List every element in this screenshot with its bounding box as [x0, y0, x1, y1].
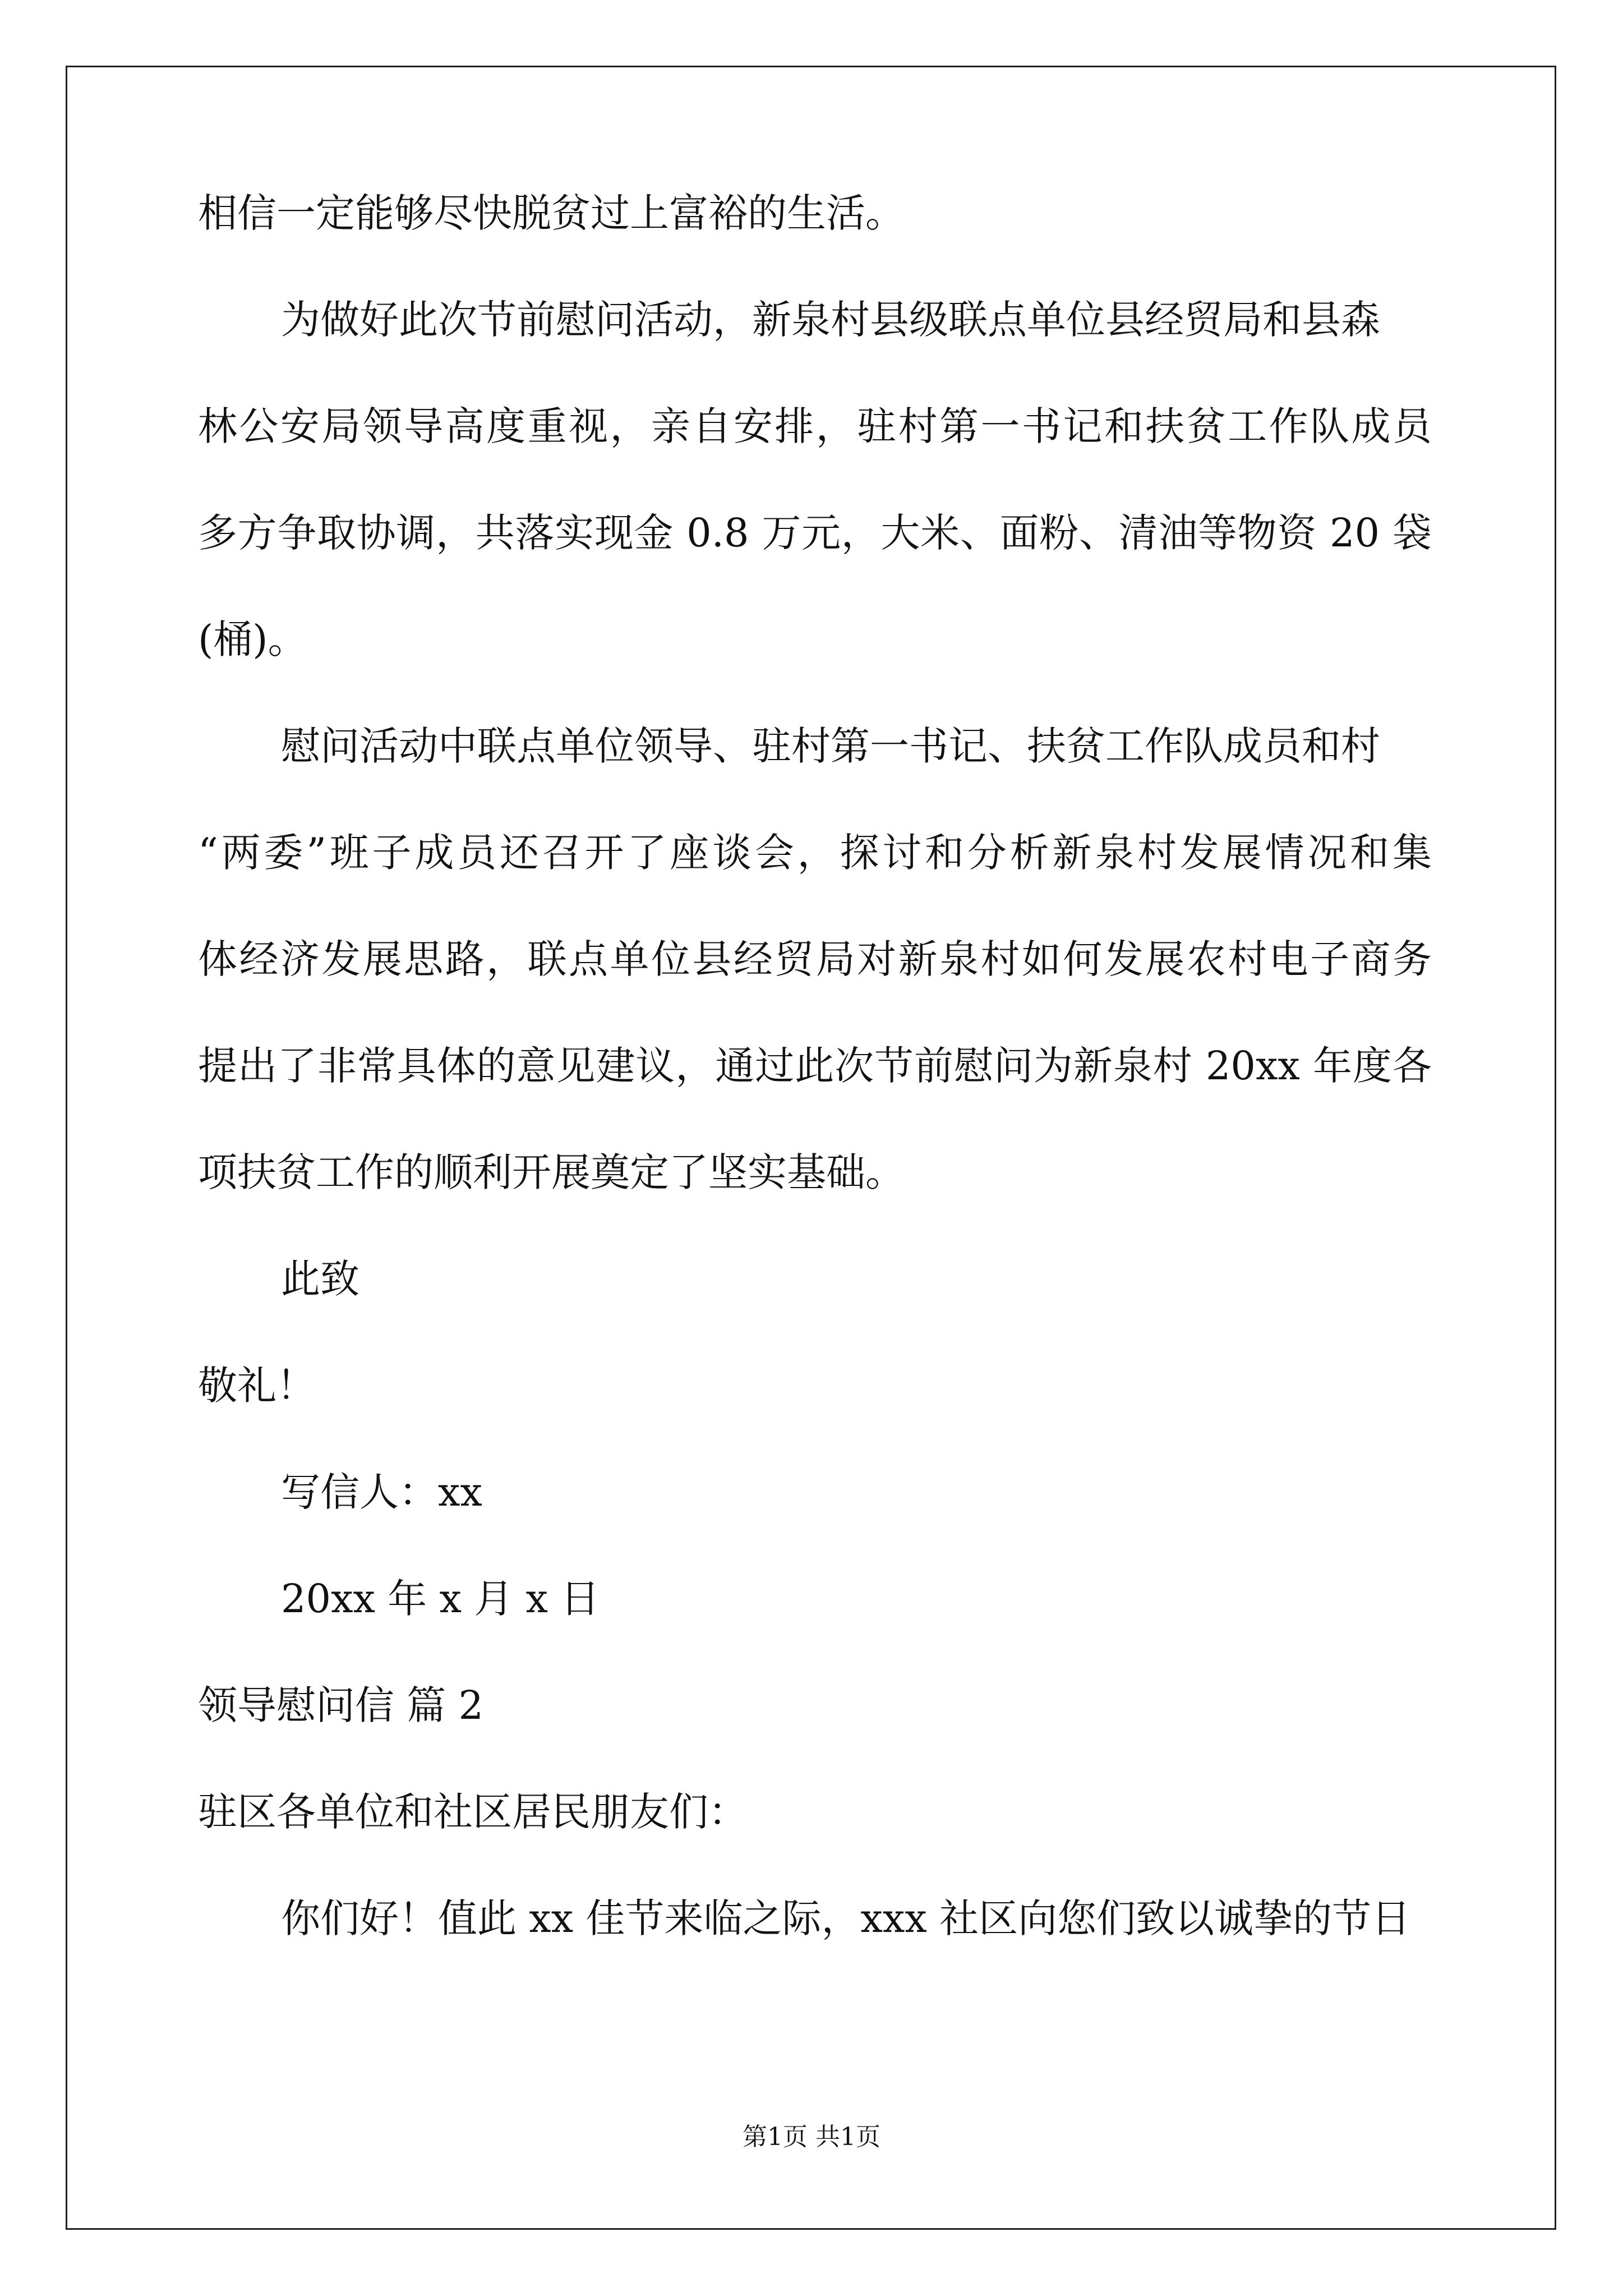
- text-line: 相信一定能够尽快脱贫过上富裕的生活。: [198, 190, 905, 236]
- text-line: 慰问活动中联点单位领导、驻村第一书记、扶贫工作队成员和村: [281, 723, 1380, 769]
- text-line: 你们好！值此 xx 佳节来临之际，xxx 社区向您们致以诚挚的节日: [281, 1895, 1411, 1941]
- page-footer: 第1页 共1页: [743, 2123, 880, 2151]
- text-line: 多方争取协调，共落实现金 0.8 万元，大米、面粉、清油等物资 20 袋: [198, 510, 1432, 556]
- letter-date: 20xx 年 x 月 x 日: [281, 1576, 600, 1622]
- text-line: “两委”班子成员还召开了座谈会，探讨和分析新泉村发展情况和集: [198, 830, 1432, 876]
- text-line: 为做好此次节前慰问活动，新泉村县级联点单位县经贸局和县森: [281, 297, 1380, 343]
- text-line: 体经济发展思路，联点单位县经贸局对新泉村如何发展农村电子商务: [198, 936, 1432, 982]
- text-line: 提出了非常具体的意见建议，通过此次节前慰问为新泉村 20xx 年度各: [198, 1043, 1432, 1089]
- closing-regards: 敬礼！: [198, 1363, 316, 1409]
- text-line: (桶)。: [198, 616, 307, 662]
- section-heading: 领导慰问信 篇 2: [198, 1682, 484, 1728]
- letter-signature: 写信人：xx: [281, 1469, 482, 1515]
- text-line: 林公安局领导高度重视，亲自安排，驻村第一书记和扶贫工作队成员: [198, 403, 1432, 449]
- text-line: 项扶贫工作的顺利开展奠定了坚实基础。: [198, 1149, 905, 1195]
- letter-greeting: 驻区各单位和社区居民朋友们：: [198, 1789, 748, 1835]
- closing-salutation: 此致: [281, 1256, 359, 1302]
